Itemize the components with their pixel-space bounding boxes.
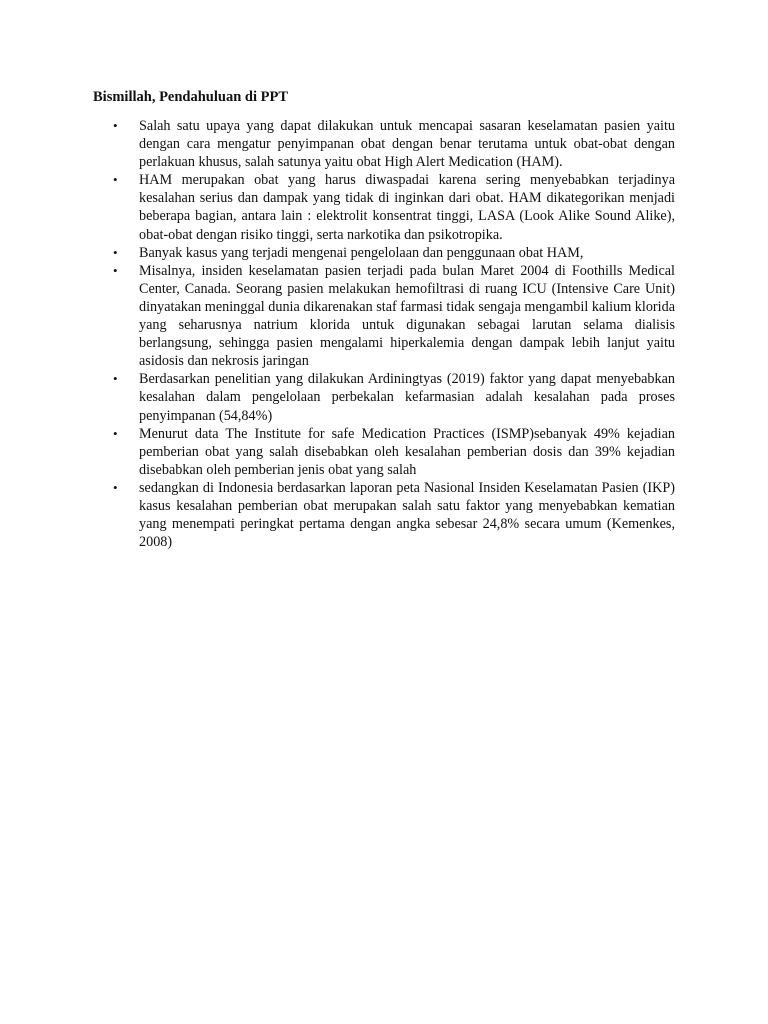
bullet-icon: • (113, 172, 118, 188)
list-item (113, 370, 675, 424)
list-item-text: HAM merupakan obat yang harus diwaspadai karena sering menyebabkan terjadinya kesalahan serius dan dampak yang tidak di inginkan dari obat. HAM dikategorikan menjadi beberapa bagian, antara lain : elektrolit konsentrat tinggi, LASA (Look Alike Sound Alike), obat-obat dengan risiko tinggi, serta narkotika dan psikotropika. (139, 172, 675, 243)
list-item-text: Menurut data The Institute for safe Medication Practices (ISMP)sebanyak 49% kejadian pemberian obat yang salah disebabkan oleh kesalahan pemberian dosis dan 39% kejadian disebabkan oleh pemberian jenis obat yang salah (139, 425, 675, 478)
bullet-icon: • (113, 244, 118, 260)
list-item (113, 117, 675, 171)
list-item-text: Salah satu upaya yang dapat dilakukan untuk mencapai sasaran keselamatan pasien yaitu dengan cara mengatur penyimpanan obat dengan benar terutama untuk obat-obat dengan perlakuan khusus, salah satunya yaitu obat High Alert Medication (HAM). (139, 118, 675, 171)
list-item (113, 262, 675, 371)
bullet-icon: • (113, 118, 118, 133)
list-item-text: Misalnya, insiden keselamatan pasien terjadi pada bulan Maret 2004 di Foothills Medical Center, Canada. Seorang pasien melakukan hemofiltrasi di ruang ICU (Intensive Care Unit) dinyatakan meninggal dunia dikarenakan staf farmasi tidak sengaja mengambil kalium klorida yang seharusnya natrium klorida untuk digunakan sebagai larutan selama dialisis berlangsung, sehingga pasien mengalami hiperkalemia dengan dampak lebih lanjut yaitu asidosis dan nekrosis jaringan (139, 262, 675, 370)
list-item (113, 425, 675, 479)
list-item-text: Banyak kasus yang terjadi mengenai pengelolaan dan penggunaan obat HAM, (139, 244, 584, 261)
bullet-icon: • (113, 425, 118, 441)
list-item-text: Berdasarkan penelitian yang dilakukan Ardiningtyas (2019) faktor yang dapat menyebabkan kesalahan dalam pengelolaan perbekalan kefarmasian adalah kesalahan pada proses penyimpanan (54,84%) (139, 371, 675, 424)
list-item (113, 171, 675, 243)
list-item-text: sedangkan di Indonesia berdasarkan laporan peta Nasional Insiden Keselamatan Pasien (IKP) kasus kesalahan pemberian obat merupakan salah satu faktor yang menyebabkan kematian yang menempati peringkat pertama dengan angka sebesar 24,8% secara umum (Kemenkes, 2008) (139, 479, 675, 551)
bullet-icon: • (113, 479, 118, 495)
bullet-list (113, 117, 675, 551)
bullet-icon: • (113, 371, 118, 387)
bullet-icon: • (113, 262, 118, 278)
list-item (113, 244, 675, 262)
list-item (113, 479, 675, 551)
document-title: Bismillah, Pendahuluan di PPT (93, 89, 289, 105)
